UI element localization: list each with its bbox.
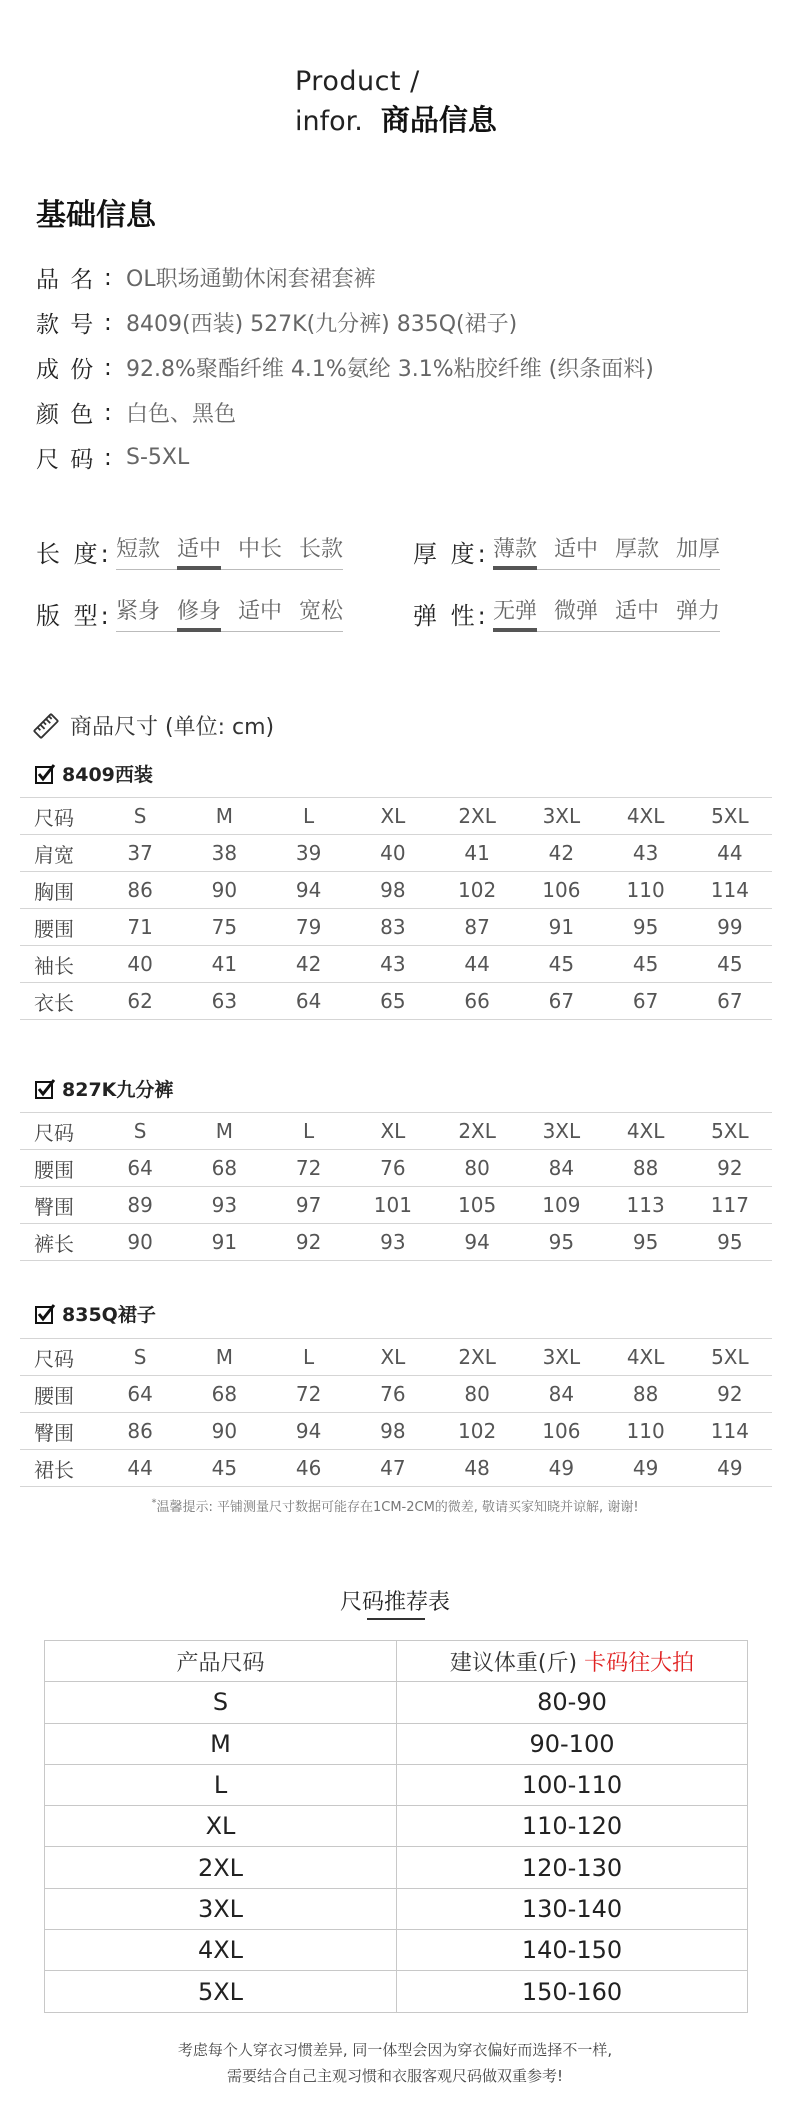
table-cell: 裤长 xyxy=(20,1224,98,1261)
table-cell: 90 xyxy=(98,1224,182,1261)
attr-option: 厚款 xyxy=(615,537,660,562)
header-zh-title: 商品信息 xyxy=(381,100,497,140)
info-value: 白色、黑色 xyxy=(126,402,237,427)
table-cell: 72 xyxy=(267,1376,351,1413)
table-cell: 49 xyxy=(688,1450,772,1487)
table-cell: 尺码 xyxy=(20,1339,98,1376)
size-section-heading xyxy=(32,710,274,741)
checkbox-checked-icon xyxy=(34,1078,56,1100)
table-cell: 99 xyxy=(688,909,772,946)
info-value: OL职场通勤休闲套裙套裤 xyxy=(126,267,376,292)
attr-option-selected: 薄款 xyxy=(493,532,537,563)
size-table-pants xyxy=(20,1112,772,1261)
info-value: 92.8%聚酯纤维 4.1%氨纶 3.1%粘胶纤维 (织条面料) xyxy=(126,357,654,382)
table-cell: 3XL xyxy=(519,1339,603,1376)
table-cell: S xyxy=(45,1682,397,1723)
table-cell: 3XL xyxy=(45,1888,397,1929)
table-cell: 79 xyxy=(267,909,351,946)
table-cell: 38 xyxy=(182,835,266,872)
table-cell: S xyxy=(98,1339,182,1376)
info-key: 品 名 xyxy=(36,267,96,293)
table-cell: 76 xyxy=(351,1150,435,1187)
table-row xyxy=(20,1224,772,1261)
attr-option: 长款 xyxy=(299,537,344,562)
table-header-row xyxy=(20,1113,772,1150)
table-cell: 92 xyxy=(688,1376,772,1413)
table-cell: L xyxy=(267,1339,351,1376)
table-cell: 41 xyxy=(435,835,519,872)
table-cell: 95 xyxy=(519,1224,603,1261)
attr-option-selected: 无弹 xyxy=(493,594,537,625)
table-header-row xyxy=(20,1339,772,1376)
table-cell: 5XL xyxy=(688,798,772,835)
table-cell: 92 xyxy=(688,1150,772,1187)
size-table-skirt xyxy=(20,1338,772,1487)
attr-options xyxy=(493,532,720,570)
header-en-line2 xyxy=(295,100,497,142)
table-cell: XL xyxy=(45,1806,397,1847)
table-cell: 130-140 xyxy=(397,1888,748,1929)
table-cell: 93 xyxy=(182,1187,266,1224)
table-cell: 袖长 xyxy=(20,946,98,983)
table-cell: 76 xyxy=(351,1376,435,1413)
size-section-title: 商品尺寸 (单位: cm) xyxy=(70,715,275,740)
table-row xyxy=(20,835,772,872)
table-cell: 95 xyxy=(604,1224,688,1261)
table-cell: 84 xyxy=(519,1150,603,1187)
table-cell: 产品尺码 xyxy=(45,1641,397,1682)
table-cell: M xyxy=(182,798,266,835)
info-value: S-5XL xyxy=(126,445,190,470)
table-row xyxy=(45,1682,748,1723)
table-cell: 101 xyxy=(351,1187,435,1224)
table-cell: 3XL xyxy=(519,798,603,835)
table-row xyxy=(20,909,772,946)
table-cell: M xyxy=(182,1113,266,1150)
table-cell: M xyxy=(182,1339,266,1376)
table-row xyxy=(45,1847,748,1888)
table-cell: 45 xyxy=(182,1450,266,1487)
table-cell: 106 xyxy=(519,1413,603,1450)
table-cell: 150-160 xyxy=(397,1971,748,2012)
table-cell: 88 xyxy=(604,1376,688,1413)
table-cell: 114 xyxy=(688,872,772,909)
table-cell: 140-150 xyxy=(397,1930,748,1971)
table-cell xyxy=(397,1641,748,1682)
table-cell: 90 xyxy=(182,872,266,909)
table-row xyxy=(45,1806,748,1847)
table-cell: 89 xyxy=(98,1187,182,1224)
table-row xyxy=(45,1723,748,1764)
table-cell: M xyxy=(45,1723,397,1764)
table-cell: 66 xyxy=(435,983,519,1020)
table-cell: 裙长 xyxy=(20,1450,98,1487)
attr-option-selected: 修身 xyxy=(177,594,221,625)
checkbox-checked-icon xyxy=(34,763,56,785)
attr-label: 厚 度: xyxy=(413,539,489,568)
table-cell: 47 xyxy=(351,1450,435,1487)
table-cell: 110 xyxy=(604,1413,688,1450)
table-cell: 肩宽 xyxy=(20,835,98,872)
table-cell: 102 xyxy=(435,1413,519,1450)
table-row xyxy=(20,946,772,983)
table-cell: 42 xyxy=(267,946,351,983)
table-title-text: 8409西装 xyxy=(62,764,153,786)
table-cell: 94 xyxy=(267,872,351,909)
table-cell: 45 xyxy=(688,946,772,983)
info-key: 款 号 xyxy=(36,312,96,338)
table-cell: 87 xyxy=(435,909,519,946)
basic-info-title: 基础信息 xyxy=(36,198,156,233)
attr-option: 中长 xyxy=(238,537,283,562)
ruler-icon xyxy=(32,712,60,740)
table-cell: 117 xyxy=(688,1187,772,1224)
table-cell: 80-90 xyxy=(397,1682,748,1723)
table-cell: 92 xyxy=(267,1224,351,1261)
info-row-name: 品 名 : OL职场通勤休闲套裙套裤 xyxy=(36,255,654,300)
table-cell: 腰围 xyxy=(20,1150,98,1187)
attr-length xyxy=(36,532,343,570)
table-cell: 67 xyxy=(519,983,603,1020)
table-cell: 97 xyxy=(267,1187,351,1224)
table-cell: 110 xyxy=(604,872,688,909)
recommend-title-underline xyxy=(367,1618,425,1620)
note-line: 考虑每个人穿衣习惯差异, 同一体型会因为穿衣偏好而选择不一样, xyxy=(177,2041,613,2059)
table-cell: L xyxy=(45,1764,397,1805)
attr-stretch xyxy=(413,594,720,632)
checkbox-checked-icon xyxy=(34,1303,56,1325)
basic-info-list xyxy=(36,255,654,480)
table-cell: 93 xyxy=(351,1224,435,1261)
table-cell: 63 xyxy=(182,983,266,1020)
table-cell: 腰围 xyxy=(20,909,98,946)
table-title xyxy=(34,760,153,787)
attr-options xyxy=(493,594,720,632)
table-cell: 64 xyxy=(98,1376,182,1413)
table-row xyxy=(20,1150,772,1187)
attr-thickness xyxy=(413,532,720,570)
table-cell: 48 xyxy=(435,1450,519,1487)
attr-option: 适中 xyxy=(615,599,660,624)
table-title xyxy=(34,1075,173,1102)
table-cell: 83 xyxy=(351,909,435,946)
table-cell: 67 xyxy=(688,983,772,1020)
attr-option: 短款 xyxy=(116,537,161,562)
table-cell: 102 xyxy=(435,872,519,909)
info-key: 尺 码 xyxy=(36,447,96,473)
table-cell: 42 xyxy=(519,835,603,872)
table-cell: 尺码 xyxy=(20,1113,98,1150)
table-cell: S xyxy=(98,1113,182,1150)
table-cell: 80 xyxy=(435,1150,519,1187)
table-cell: 91 xyxy=(519,909,603,946)
table-cell: 62 xyxy=(98,983,182,1020)
table-cell: 2XL xyxy=(45,1847,397,1888)
info-row-size: 尺 码 : S-5XL xyxy=(36,435,654,480)
attr-option: 微弹 xyxy=(554,599,599,624)
tip-text: 温馨提示: 平铺测量尺寸数据可能存在1CM-2CM的微差, 敬请买家知晓并谅解, 谢谢! xyxy=(156,1500,639,1515)
table-cell: 2XL xyxy=(435,798,519,835)
table-cell: 臀围 xyxy=(20,1413,98,1450)
table-cell: 95 xyxy=(688,1224,772,1261)
table-cell: 3XL xyxy=(519,1113,603,1150)
header-en-line1: Product / xyxy=(295,66,420,97)
table-title-text: 827K九分裤 xyxy=(62,1079,174,1101)
attr-fit xyxy=(36,594,343,632)
table-cell: XL xyxy=(351,798,435,835)
table-cell: 45 xyxy=(519,946,603,983)
table-cell: 80 xyxy=(435,1376,519,1413)
table-cell: 4XL xyxy=(604,798,688,835)
table-cell: 88 xyxy=(604,1150,688,1187)
table-row xyxy=(20,983,772,1020)
attr-option-selected: 适中 xyxy=(177,532,221,563)
table-cell: 90-100 xyxy=(397,1723,748,1764)
attr-option: 适中 xyxy=(238,599,283,624)
attr-option: 适中 xyxy=(554,537,599,562)
table-cell: 95 xyxy=(604,909,688,946)
table-cell: 90 xyxy=(182,1413,266,1450)
table-cell: 49 xyxy=(519,1450,603,1487)
size-up-hint: 卡码往大拍 xyxy=(584,1650,695,1676)
attr-option: 弹力 xyxy=(676,599,721,624)
table-cell: 68 xyxy=(182,1376,266,1413)
table-row xyxy=(45,1888,748,1929)
table-cell: 4XL xyxy=(604,1339,688,1376)
table-cell: 84 xyxy=(519,1376,603,1413)
table-cell: 2XL xyxy=(435,1113,519,1150)
table-cell: 尺码 xyxy=(20,798,98,835)
table-cell: 114 xyxy=(688,1413,772,1450)
table-cell: 113 xyxy=(604,1187,688,1224)
size-table-suit xyxy=(20,797,772,1020)
table-row xyxy=(45,1971,748,2012)
info-key: 颜 色 xyxy=(36,402,96,428)
table-cell: 5XL xyxy=(688,1339,772,1376)
table-cell: 110-120 xyxy=(397,1806,748,1847)
attr-options xyxy=(116,594,343,632)
table-cell: 45 xyxy=(604,946,688,983)
table-cell: 41 xyxy=(182,946,266,983)
footer-note xyxy=(0,2037,790,2089)
table-title-text: 835Q裙子 xyxy=(62,1304,156,1326)
table-cell: 5XL xyxy=(688,1113,772,1150)
table-cell: 43 xyxy=(604,835,688,872)
size-recommend-table xyxy=(44,1640,748,2013)
table-cell: 67 xyxy=(604,983,688,1020)
table-cell: 40 xyxy=(98,946,182,983)
table-cell: 5XL xyxy=(45,1971,397,2012)
table-cell: 胸围 xyxy=(20,872,98,909)
table-header-row xyxy=(20,798,772,835)
table-cell: 75 xyxy=(182,909,266,946)
info-row-style-no: 款 号 : 8409(西装) 527K(九分裤) 835Q(裙子) xyxy=(36,300,654,345)
table-cell: 臀围 xyxy=(20,1187,98,1224)
attr-label: 长 度: xyxy=(36,539,112,568)
table-cell: XL xyxy=(351,1113,435,1150)
table-cell: 衣长 xyxy=(20,983,98,1020)
weight-header: 建议体重(斤) xyxy=(449,1650,578,1676)
table-cell: 64 xyxy=(98,1150,182,1187)
tip-star: * xyxy=(151,1497,157,1509)
info-value: 8409(西装) 527K(九分裤) 835Q(裙子) xyxy=(126,312,518,337)
table-row xyxy=(45,1930,748,1971)
table-cell: 100-110 xyxy=(397,1764,748,1805)
table-cell: 72 xyxy=(267,1150,351,1187)
table-cell: 44 xyxy=(435,946,519,983)
attr-option: 紧身 xyxy=(116,599,161,624)
table-cell: 94 xyxy=(435,1224,519,1261)
header-en-infor: infor. xyxy=(295,106,363,137)
table-cell: 2XL xyxy=(435,1339,519,1376)
table-cell: 腰围 xyxy=(20,1376,98,1413)
table-cell: 4XL xyxy=(604,1113,688,1150)
table-cell: 49 xyxy=(604,1450,688,1487)
table-cell: 86 xyxy=(98,1413,182,1450)
attr-label: 版 型: xyxy=(36,601,112,630)
table-cell: 40 xyxy=(351,835,435,872)
table-title xyxy=(34,1300,156,1327)
table-row xyxy=(45,1764,748,1805)
table-cell: 43 xyxy=(351,946,435,983)
attr-option: 宽松 xyxy=(299,599,344,624)
table-row xyxy=(20,1413,772,1450)
table-cell: 120-130 xyxy=(397,1847,748,1888)
info-row-color: 颜 色 : 白色、黑色 xyxy=(36,390,654,435)
table-cell: 71 xyxy=(98,909,182,946)
table-cell: L xyxy=(267,1113,351,1150)
table-cell: S xyxy=(98,798,182,835)
info-key: 成 份 xyxy=(36,357,96,383)
table-cell: 105 xyxy=(435,1187,519,1224)
table-cell: 39 xyxy=(267,835,351,872)
table-cell: 91 xyxy=(182,1224,266,1261)
table-cell: 46 xyxy=(267,1450,351,1487)
table-row xyxy=(20,1187,772,1224)
table-cell: 86 xyxy=(98,872,182,909)
table-cell: 94 xyxy=(267,1413,351,1450)
table-cell: 64 xyxy=(267,983,351,1020)
table-cell: 44 xyxy=(98,1450,182,1487)
table-cell: 44 xyxy=(688,835,772,872)
recommend-title: 尺码推荐表 xyxy=(339,1590,450,1615)
note-line: 需要结合自己主观习惯和衣服客观尺码做双重参考! xyxy=(226,2067,563,2085)
measurement-tip xyxy=(0,1496,790,1515)
table-row xyxy=(20,1450,772,1487)
table-header-row xyxy=(45,1641,748,1682)
attr-label: 弹 性: xyxy=(413,601,489,630)
table-cell: 68 xyxy=(182,1150,266,1187)
table-row xyxy=(20,1376,772,1413)
info-row-material: 成 份 : 92.8%聚酯纤维 4.1%氨纶 3.1%粘胶纤维 (织条面料) xyxy=(36,345,654,390)
table-cell: XL xyxy=(351,1339,435,1376)
attr-options xyxy=(116,532,343,570)
section-header xyxy=(295,64,497,142)
table-cell: 98 xyxy=(351,1413,435,1450)
table-cell: 4XL xyxy=(45,1930,397,1971)
table-cell: L xyxy=(267,798,351,835)
table-cell: 65 xyxy=(351,983,435,1020)
table-cell: 37 xyxy=(98,835,182,872)
table-row xyxy=(20,872,772,909)
table-cell: 98 xyxy=(351,872,435,909)
table-cell: 109 xyxy=(519,1187,603,1224)
table-cell: 106 xyxy=(519,872,603,909)
attr-option: 加厚 xyxy=(676,537,721,562)
